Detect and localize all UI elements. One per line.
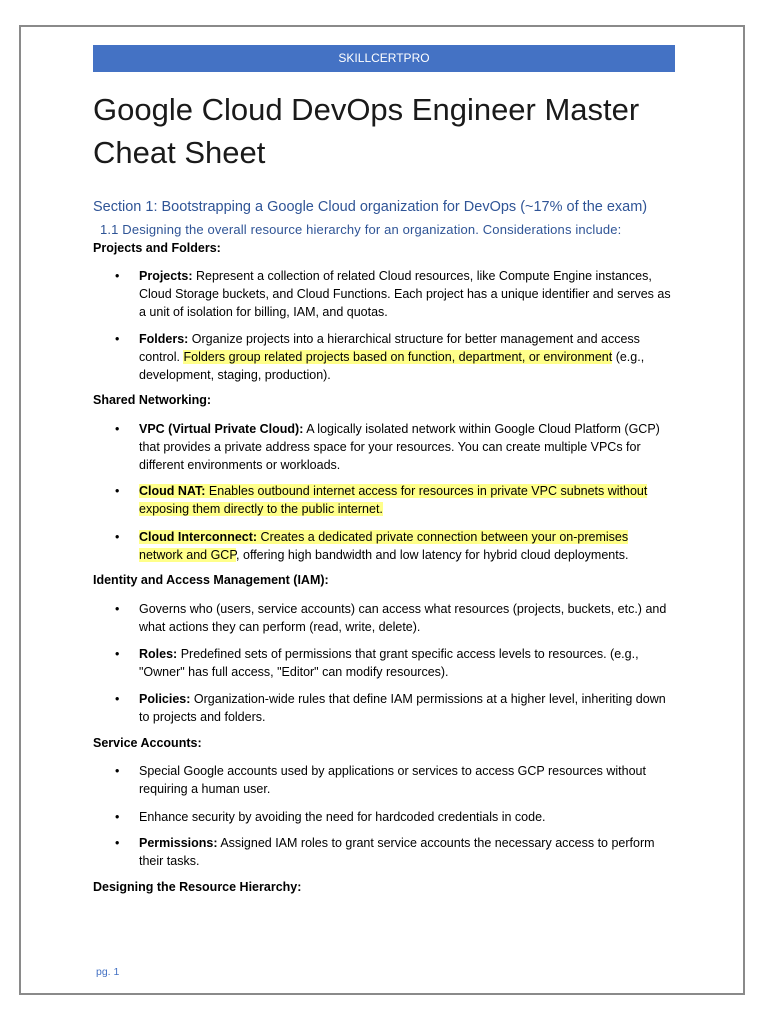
bullet-label: Policies: <box>139 692 191 706</box>
resource-hierarchy-heading: Designing the Resource Hierarchy: <box>93 880 302 894</box>
bullet-text: , offering high bandwidth and low latency for hybrid cloud deployments. <box>236 548 629 562</box>
title-line-2: Cheat Sheet <box>93 135 266 170</box>
page-title <box>93 88 693 174</box>
bullet-vpc <box>115 420 675 474</box>
bullet-marker: • <box>115 810 120 824</box>
bullet-cloud-interconnect <box>115 528 675 564</box>
bullet-marker: • <box>115 764 120 778</box>
bullet-marker: • <box>115 484 120 498</box>
bullet-permissions <box>115 834 675 870</box>
bullet-text: Organization-wide rules that define IAM permissions at a higher level, inheriting down to projects and folders. <box>139 692 666 724</box>
bullet-text: Represent a collection of related Cloud resources, like Compute Engine instances, Cloud Storage buckets, and Cloud Functions. Each project has a unique identifier and serves as a unit of isolation for billing, IAM, and quotas. <box>139 269 671 319</box>
bullet-policies <box>115 690 675 726</box>
shared-networking-heading: Shared Networking: <box>93 393 212 407</box>
bullet-text: Governs who (users, service accounts) can access what resources (projects, buckets, etc.) and what actions they can perform (read, write, delete). <box>139 602 667 634</box>
bullet-marker: • <box>115 332 120 346</box>
highlighted-text: Creates a dedicated private connection between your on-premises network and GCP <box>139 530 629 562</box>
bullet-marker: • <box>115 692 120 706</box>
bullet-iam-governs <box>115 600 675 636</box>
bullet-cloud-nat <box>115 482 675 518</box>
bullet-text: Assigned IAM roles to grant service accounts the necessary access to perform their tasks. <box>139 836 655 868</box>
iam-heading: Identity and Access Management (IAM): <box>93 573 329 587</box>
bullet-text-continued: (e.g., development, staging, production). <box>139 350 645 382</box>
highlighted-text: Folders group related projects based on function, department, or environment <box>183 350 613 364</box>
bullet-marker: • <box>115 269 120 283</box>
bullet-enhance-security <box>115 808 675 826</box>
bullet-text: Organize projects into a hierarchical structure for better management and access control. <box>139 332 640 364</box>
bullet-text: Predefined sets of permissions that grant specific access levels to resources. (e.g., "Owner" has full access, "Editor" can modify resources). <box>139 647 639 679</box>
subsection-heading: 1.1 Designing the overall resource hierarchy for an organization. Considerations include: <box>100 222 622 237</box>
bullet-special-accounts <box>115 762 675 798</box>
bullet-label: Permissions: <box>139 836 218 850</box>
header-banner: SKILLCERTPRO <box>93 45 675 72</box>
highlighted-text: Enables outbound internet access for resources in private VPC subnets without exposing them directly to the public internet. <box>139 484 648 516</box>
bullet-label: Cloud NAT: <box>139 484 206 498</box>
title-line-1: Google Cloud DevOps Engineer Master <box>93 92 640 127</box>
section-heading: Section 1: Bootstrapping a Google Cloud organization for DevOps (~17% of the exam) <box>93 199 648 215</box>
page-number: pg. 1 <box>96 966 120 978</box>
bullet-marker: • <box>115 422 120 436</box>
service-accounts-heading: Service Accounts: <box>93 736 202 750</box>
bullet-folders <box>115 330 675 384</box>
bullet-roles <box>115 645 675 681</box>
bullet-label: Folders: <box>139 332 189 346</box>
bullet-text: A logically isolated network within Google Cloud Platform (GCP) that provides a private address space for your resources. You can create multiple VPCs for different environments or workloads. <box>139 422 660 472</box>
bullet-marker: • <box>115 602 120 616</box>
bullet-marker: • <box>115 647 120 661</box>
bullet-marker: • <box>115 530 120 544</box>
bullet-label: Projects: <box>139 269 193 283</box>
bullet-label: Roles: <box>139 647 178 661</box>
bullet-text: Special Google accounts used by applications or services to access GCP resources without requiring a human user. <box>139 764 646 796</box>
bullet-label: VPC (Virtual Private Cloud): <box>139 422 304 436</box>
bullet-projects <box>115 267 675 321</box>
bullet-text: Enhance security by avoiding the need for hardcoded credentials in code. <box>139 810 546 824</box>
bullet-marker: • <box>115 836 120 850</box>
bullet-label: Cloud Interconnect: <box>139 530 258 544</box>
projects-folders-heading: Projects and Folders: <box>93 241 221 255</box>
